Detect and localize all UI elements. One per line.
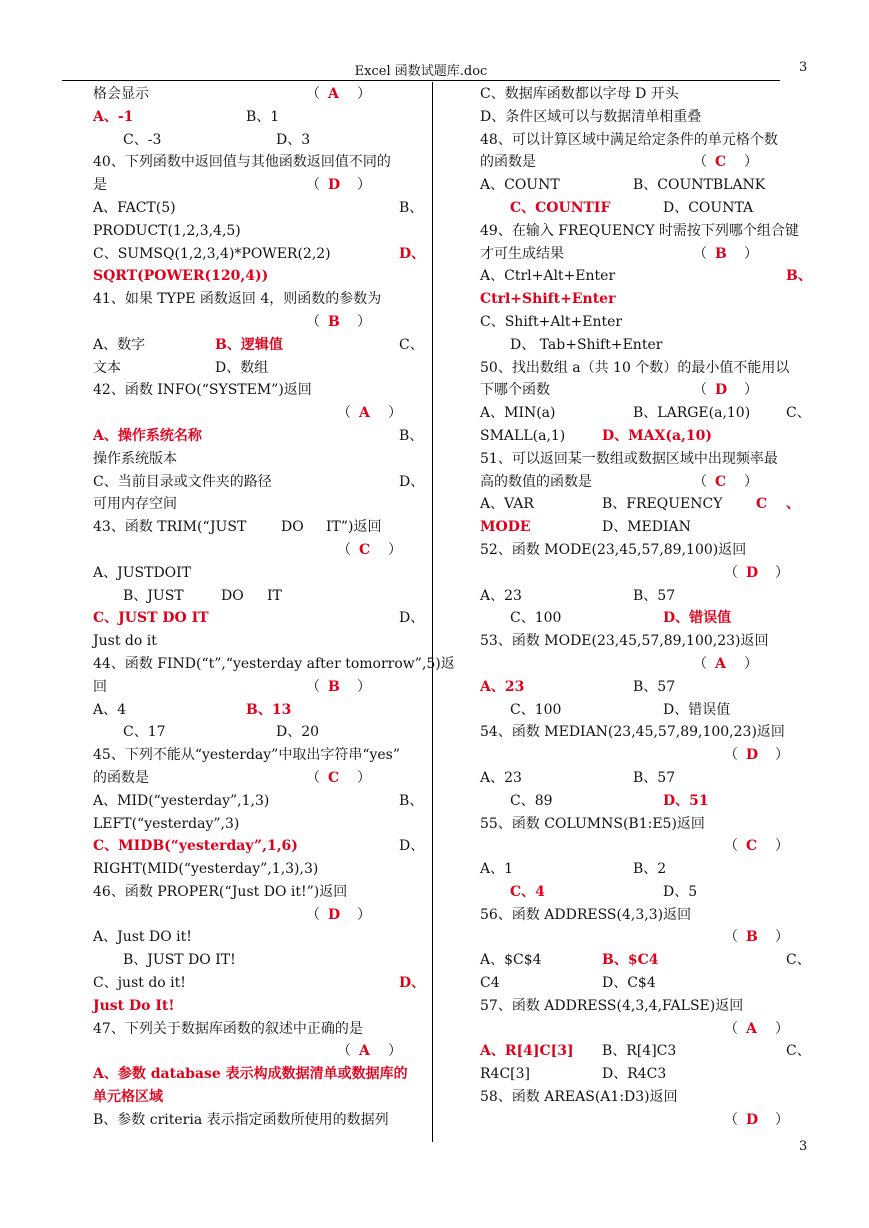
question-text: ） [744,655,758,672]
question-text: A、FACT(5) [93,199,176,216]
question-text: 45、下列不能从“yesterday”中取出字符串“yes” [93,747,401,764]
question-text: ） [357,177,371,194]
question-text: A、Ctrl+Alt+Enter [480,268,616,285]
text-line [93,1109,420,1132]
text-line [480,813,808,836]
text-line [480,402,811,425]
question-text: 57、函数 ADDRESS(4,3,4,FALSE)返回 [480,997,744,1014]
text-line [480,767,808,790]
question-text: （ [337,405,351,422]
question-text: 52、函数 MODE(23,45,57,89,100)返回 [480,541,747,558]
question-text: C、SUMSQ(1,2,3,4)*POWER(2,2) [93,245,331,262]
text-line [93,813,420,836]
text-line [480,357,808,380]
text-line [93,995,420,1018]
text-line [480,1109,808,1132]
question-text: 49、在输入 FREQUENCY 时需按下列哪个组合键 [480,222,799,239]
question-text: ） [775,838,789,855]
text-line [93,493,420,516]
question-text: （ [693,382,707,399]
question-text: （ [306,177,320,194]
question-text: B、57 [633,587,676,604]
answer-text: B [328,678,340,695]
question-text: D、 [399,838,425,855]
text-line [93,129,420,152]
question-text: A、4 [93,701,127,718]
question-text: B、LARGE(a,10) [633,405,751,422]
answer-text: C [359,541,371,558]
answer-text: A、操作系统名称 [93,427,202,444]
text-line [480,881,808,904]
text-line [480,585,808,608]
question-text: C、-3 [123,131,162,148]
text-line [93,516,420,539]
question-text: ） [357,86,371,102]
text-line [93,1063,420,1086]
text-line [93,721,420,744]
answer-text: C [328,769,340,786]
question-text: （ [306,769,320,786]
question-text: C、 [399,336,424,353]
text-line [93,972,426,995]
text-line [93,881,420,904]
question-text: B、57 [633,678,676,695]
text-line [480,721,808,744]
text-line [480,1040,811,1063]
text-line [93,265,420,288]
question-text: （ [724,1020,738,1037]
question-text: 可用内存空间 [93,496,177,513]
text-line [480,607,808,630]
question-text: B、 [399,427,424,444]
text-line [93,311,420,334]
text-line [93,630,420,653]
text-line [93,83,420,106]
question-text: （ [693,245,707,262]
answer-text: C、MIDB(“yesterday”,1,6) [93,838,298,855]
answer-text: D [328,906,341,923]
answer-text: B、13 [246,701,292,718]
question-text: D、条件区域可以与数据清单相重叠 [480,108,702,125]
question-text: 高的数值的函数是 [480,473,592,490]
question-text: B、FREQUENCY [602,496,723,513]
text-line [480,926,808,949]
question-text: 40、下列函数中返回值与其他函数返回值不同的 [93,154,391,171]
question-text: A、VAR [480,496,534,513]
text-line [480,790,808,813]
question-text: 53、函数 MODE(23,45,57,89,100,23)返回 [480,633,769,650]
question-text: IT”)返回 [326,519,382,536]
text-line [480,516,808,539]
header-rule [62,80,780,81]
text-line [480,265,812,288]
question-text: PRODUCT(1,2,3,4,5) [93,222,241,239]
text-line [480,379,808,402]
text-line [93,334,424,357]
question-text: C、17 [123,724,166,741]
question-text: C、 [786,952,811,969]
text-line [93,676,420,699]
question-text: 的函数是 [480,154,536,171]
question-text: C、数据库函数都以字母 D 开头 [480,86,679,102]
question-text: （ [337,541,351,558]
text-line [480,858,808,881]
text-line [93,904,420,927]
question-text: ） [775,564,789,581]
answer-text: D [746,564,759,581]
answer-text: D [746,1111,759,1128]
answer-text: D、 [399,245,426,262]
question-text: 48、可以计算区域中满足给定条件的单元格个数 [480,131,778,148]
text-line [480,539,808,562]
question-text: ） [744,245,758,262]
question-text: B、57 [633,769,676,786]
answer-text: 、 [786,496,800,513]
answer-text: A、23 [480,678,525,695]
text-line [93,1040,420,1063]
question-text: 47、下列关于数据库函数的叙述中正确的是 [93,1020,363,1037]
text-line [480,562,808,585]
question-text: B、 [399,199,424,216]
question-text: 46、函数 PROPER(“Just DO it!”)返回 [93,883,348,900]
question-text: ） [744,473,758,490]
answer-text: A [746,1020,757,1037]
question-text: C4 [480,975,500,992]
question-text: IT [267,587,282,604]
question-text: （ [724,838,738,855]
question-text: ） [357,906,371,923]
answer-text: D、错误值 [663,610,732,627]
question-text: （ [306,86,320,102]
question-text: B、1 [246,108,280,125]
page-number-bottom: 3 [799,1139,808,1154]
text-line [480,197,808,220]
question-text: D、5 [663,883,698,900]
answer-text: B [328,313,340,330]
text-line [93,607,425,630]
text-line [93,744,420,767]
text-line [93,220,420,243]
question-text: A、MIN(a) [480,405,556,422]
question-text: A、23 [480,587,522,604]
question-text: （ [724,747,738,764]
question-text: B、JUST [123,587,184,604]
question-text: SMALL(a,1) [480,427,566,444]
text-line [480,1018,808,1041]
text-line [93,767,420,790]
text-line [93,699,420,722]
question-text: 操作系统版本 [93,450,177,467]
question-text: （ [724,564,738,581]
text-line [93,288,420,311]
text-line [93,1018,420,1041]
question-text: C、 [786,1043,811,1060]
question-text: ） [775,747,789,764]
answer-text: A、-1 [93,108,134,125]
answer-text: D、 [399,975,426,992]
text-line [93,653,455,676]
answer-text: B [746,929,758,946]
question-text: 55、函数 COLUMNS(B1:E5)返回 [480,815,705,832]
question-text: D、数组 [215,359,269,376]
answer-text: C、JUST DO IT [93,610,209,627]
question-text: B、 [399,792,424,809]
text-line [93,174,420,197]
text-line [480,835,808,858]
question-text: （ [693,655,707,672]
answer-text: A [328,86,339,102]
text-line [93,858,420,881]
text-line [93,425,424,448]
text-line [480,676,808,699]
column-divider [432,82,433,1142]
answer-text: SQRT(POWER(120,4)) [93,268,269,285]
question-text: ） [357,678,371,695]
text-line [480,288,808,311]
question-text: D、错误值 [663,701,731,718]
text-line [480,311,808,334]
question-text: C、just do it! [93,975,186,992]
answer-text: C [756,496,768,513]
answer-text: D [746,747,759,764]
text-line [480,129,808,152]
text-line [480,949,811,972]
text-line [93,379,420,402]
question-text: LEFT(“yesterday”,3) [93,815,240,832]
text-line [480,653,808,676]
answer-text: Ctrl+Shift+Enter [480,291,616,308]
question-text: ） [357,313,371,330]
question-text: D、 Tab+Shift+Enter [510,336,663,353]
question-text: 的函数是 [93,769,149,786]
question-text: 44、函数 FIND(“t”,“yesterday after tomorrow”,5)返 [93,655,455,672]
question-text: ） [775,1020,789,1037]
question-text: （ [724,929,738,946]
question-text: （ [693,473,707,490]
answer-text: C [746,838,758,855]
question-text: 才可生成结果 [480,245,564,262]
question-text: B、COUNTBLANK [633,177,766,194]
text-line [480,220,808,243]
question-text: A、JUSTDOIT [93,564,192,581]
text-line [93,357,420,380]
question-text: 文本 [93,359,121,376]
question-text: 58、函数 AREAS(A1:D3)返回 [480,1089,678,1106]
question-text: （ [693,154,707,171]
question-text: ） [744,382,758,399]
question-text: A、COUNT [480,177,560,194]
question-text: B、R[4]C3 [602,1043,677,1060]
text-line [93,151,420,174]
question-text: 43、函数 TRIM(“JUST [93,519,247,536]
question-text: R4C[3] [480,1066,530,1083]
text-line [93,562,420,585]
question-text: 42、函数 INFO(“SYSTEM”)返回 [93,382,312,399]
text-line [480,83,808,106]
question-text: C、89 [510,792,553,809]
right-column [480,83,812,1132]
answer-text: C [715,473,727,490]
text-line [93,926,420,949]
question-text: D、C$4 [602,975,656,992]
question-text: 41、如果 TYPE 函数返回 4，则函数的参数为 [93,291,382,308]
question-text: D、3 [276,131,311,148]
text-line [480,174,808,197]
question-text: B、JUST DO IT! [123,952,236,969]
text-line [93,448,420,471]
text-line [480,493,808,516]
page-number-top: 3 [799,60,808,75]
text-line [480,334,808,357]
text-line [480,106,808,129]
question-text: A、数字 [93,336,146,353]
answer-text: D [328,177,341,194]
answer-text: B [715,245,727,262]
question-text: ） [775,929,789,946]
answer-text: Just Do It! [93,997,175,1014]
question-text: DO [281,519,304,536]
text-line [480,1086,808,1109]
answer-text: C [715,154,727,171]
text-line [93,243,426,266]
question-text: 格会显示 [93,86,149,102]
text-line [93,1086,420,1109]
answer-text: C、4 [510,883,545,900]
question-text: A、MID(“yesterday”,1,3) [93,792,270,809]
text-line [480,630,808,653]
question-text: ） [388,1043,402,1060]
question-text: A、$C$4 [480,952,542,969]
text-line [480,699,808,722]
question-text: （ [337,1043,351,1060]
text-line [480,425,808,448]
document-title: Excel 函数试题库.doc [354,64,488,79]
question-text: （ [306,678,320,695]
question-text: A、23 [480,769,522,786]
question-text: D、 [399,473,425,490]
question-text: ） [388,405,402,422]
question-text: D、R4C3 [602,1066,667,1083]
answer-text: B、 [786,268,812,285]
text-line [480,972,808,995]
question-text: ） [775,1111,789,1128]
text-line [480,471,808,494]
text-line [93,402,420,425]
answer-text: A [715,655,726,672]
answer-text: D、51 [663,792,709,809]
question-text: RIGHT(MID(“yesterday”,1,3),3) [93,861,319,878]
text-line [93,585,420,608]
answer-text: A、参数 database 表示构成数据清单或数据库的 [93,1066,408,1083]
text-line [480,744,808,767]
question-text: 下哪个函数 [480,382,550,399]
question-text: B、参数 criteria 表示指定函数所使用的数据列 [93,1111,389,1128]
question-text: 50、找出数组 a（共 10 个数）的最小值不能用以 [480,359,790,376]
answer-text: C、COUNTIF [510,199,611,216]
question-text: C、100 [510,701,562,718]
answer-text: B、$C4 [602,952,659,969]
question-text: C、100 [510,610,562,627]
question-text: D、 [399,610,425,627]
text-line [480,243,808,266]
question-text: C、Shift+Alt+Enter [480,313,623,330]
text-line [93,539,420,562]
answer-text: D、MAX(a,10) [602,427,713,444]
question-text: 51、可以返回某一数组或数据区域中出现频率最 [480,450,778,467]
question-text: D、COUNTA [663,199,754,216]
left-column [93,83,455,1132]
question-text: （ [306,313,320,330]
question-text: DO [221,587,244,604]
text-line [93,949,420,972]
text-line [93,106,420,129]
answer-text: A、R[4]C[3] [480,1043,574,1060]
answer-text: B、逻辑值 [215,336,283,353]
question-text: 回 [93,678,107,695]
text-line [93,471,425,494]
question-text: 54、函数 MEDIAN(23,45,57,89,100,23)返回 [480,724,785,741]
text-line [480,151,808,174]
question-text: C、 [786,405,811,422]
answer-text: A [359,1043,370,1060]
question-text: 56、函数 ADDRESS(4,3,3)返回 [480,906,692,923]
text-line [480,904,808,927]
answer-text: A [359,405,370,422]
answer-text: D [715,382,728,399]
question-text: A、Just DO it! [93,929,192,946]
text-line [93,835,425,858]
text-line [480,448,808,471]
question-text: 是 [93,177,107,194]
question-text: D、20 [276,724,320,741]
question-text: （ [724,1111,738,1128]
text-line [93,197,424,220]
answer-text: 单元格区域 [93,1089,163,1106]
question-text: Just do it [93,633,157,650]
text-line [480,1063,808,1086]
question-text: ） [357,769,371,786]
question-text: ） [388,541,402,558]
question-text: D、MEDIAN [602,519,691,536]
text-line [93,790,424,813]
question-text: B、2 [633,861,667,878]
question-text: C、当前目录或文件夹的路径 [93,473,272,490]
text-line [480,995,808,1018]
answer-text: MODE [480,519,531,536]
question-text: ） [744,154,758,171]
question-text: A、1 [480,861,514,878]
question-text: （ [306,906,320,923]
